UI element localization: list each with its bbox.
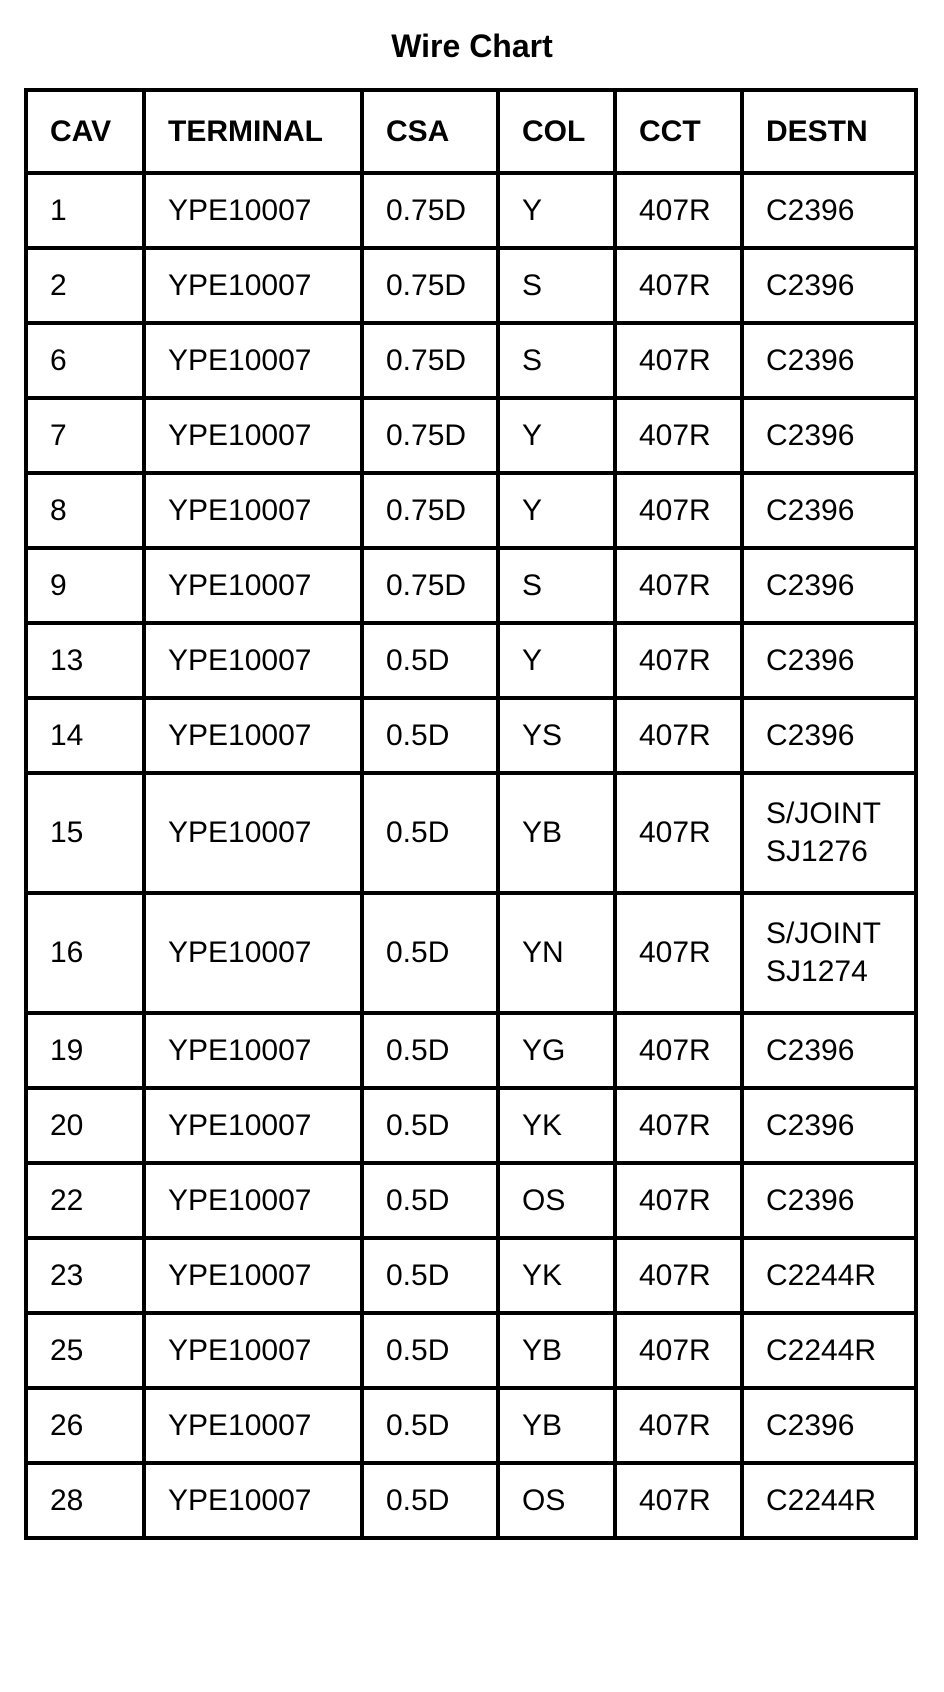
cell-cav: 15 [26,773,144,893]
cell-cct: 407R [615,173,742,248]
cell-csa: 0.75D [362,248,498,323]
cell-csa: 0.5D [362,1388,498,1463]
cell-destn [742,548,916,623]
cell-cav: 28 [26,1463,144,1538]
cell-cct: 407R [615,1313,742,1388]
cell-destn [742,1313,916,1388]
cell-terminal: YPE10007 [144,773,362,893]
destn-line: C2396 [766,718,855,752]
destn-line: C2396 [766,1183,855,1217]
destn-line: SJ1274 [766,955,868,988]
cell-csa: 0.75D [362,548,498,623]
cell-col: Y [498,473,615,548]
cell-terminal: YPE10007 [144,248,362,323]
cell-col: Y [498,623,615,698]
cell-cav: 16 [26,893,144,1013]
cell-cct: 407R [615,1463,742,1538]
table-header-row [26,90,916,173]
cell-cav: 20 [26,1088,144,1163]
cell-csa: 0.5D [362,1088,498,1163]
destn-line: C2396 [766,1033,855,1067]
cell-csa: 0.5D [362,773,498,893]
cell-terminal: YPE10007 [144,623,362,698]
destn-line: S/JOINT [766,797,882,830]
cell-csa: 0.5D [362,623,498,698]
destn-line: C2396 [766,193,855,227]
cell-csa: 0.5D [362,1313,498,1388]
destn-line: C2396 [766,418,855,452]
cell-cav: 25 [26,1313,144,1388]
cell-col: YK [498,1238,615,1313]
cell-cct: 407R [615,1088,742,1163]
header-cav: CAV [26,90,144,173]
table-row [26,1013,916,1088]
cell-cct: 407R [615,248,742,323]
cell-col: YG [498,1013,615,1088]
cell-cav: 23 [26,1238,144,1313]
cell-terminal: YPE10007 [144,1163,362,1238]
cell-col: S [498,248,615,323]
cell-destn [742,1463,916,1538]
cell-terminal: YPE10007 [144,1463,362,1538]
table-row [26,548,916,623]
header-cct: CCT [615,90,742,173]
page-title: Wire Chart [391,28,553,64]
table-row [26,1238,916,1313]
cell-col: YN [498,893,615,1013]
destn-line: C2396 [766,643,855,677]
cell-destn [742,1013,916,1088]
table-body [26,173,916,1538]
destn-line: C2396 [766,343,855,377]
cell-destn [742,893,916,1013]
table-row [26,323,916,398]
table-row [26,698,916,773]
table-row [26,1163,916,1238]
cell-cav: 1 [26,173,144,248]
cell-cav: 13 [26,623,144,698]
table-row [26,893,916,1013]
cell-cct: 407R [615,623,742,698]
header-terminal: TERMINAL [144,90,362,173]
cell-csa: 0.5D [362,1013,498,1088]
destn-line: C2244R [766,1258,877,1292]
cell-destn [742,1388,916,1463]
cell-terminal: YPE10007 [144,173,362,248]
destn-line: C2244R [766,1483,877,1517]
destn-line: C2396 [766,268,855,302]
cell-csa: 0.5D [362,698,498,773]
cell-csa: 0.75D [362,473,498,548]
cell-cct: 407R [615,698,742,773]
cell-terminal: YPE10007 [144,548,362,623]
cell-cav: 9 [26,548,144,623]
cell-cav: 14 [26,698,144,773]
table-row [26,1313,916,1388]
header-col: COL [498,90,615,173]
cell-csa: 0.5D [362,1463,498,1538]
cell-col: Y [498,173,615,248]
header-csa: CSA [362,90,498,173]
cell-destn [742,1238,916,1313]
cell-csa: 0.75D [362,398,498,473]
cell-cav: 2 [26,248,144,323]
cell-terminal: YPE10007 [144,398,362,473]
cell-cct: 407R [615,1238,742,1313]
cell-csa: 0.5D [362,1163,498,1238]
cell-cav: 7 [26,398,144,473]
cell-col: YB [498,773,615,893]
cell-destn [742,1163,916,1238]
cell-terminal: YPE10007 [144,1013,362,1088]
table-row [26,473,916,548]
destn-line: C2244R [766,1333,877,1367]
cell-csa: 0.5D [362,893,498,1013]
cell-col: OS [498,1163,615,1238]
header-destn: DESTN [742,90,916,173]
cell-cct: 407R [615,1013,742,1088]
destn-line: C2396 [766,1108,855,1142]
table-row [26,1088,916,1163]
cell-col: YS [498,698,615,773]
cell-terminal: YPE10007 [144,1238,362,1313]
cell-cct: 407R [615,548,742,623]
cell-terminal: YPE10007 [144,473,362,548]
cell-col: OS [498,1463,615,1538]
cell-col: YB [498,1313,615,1388]
cell-destn [742,248,916,323]
cell-destn [742,623,916,698]
table-row [26,623,916,698]
cell-destn [742,1088,916,1163]
cell-cct: 407R [615,473,742,548]
cell-terminal: YPE10007 [144,893,362,1013]
cell-col: S [498,323,615,398]
destn-line: C2396 [766,1408,855,1442]
cell-col: S [498,548,615,623]
cell-csa: 0.75D [362,323,498,398]
wire-chart-table [24,88,918,1540]
cell-col: Y [498,398,615,473]
cell-cav: 19 [26,1013,144,1088]
cell-col: YB [498,1388,615,1463]
table-row [26,173,916,248]
cell-cct: 407R [615,893,742,1013]
cell-destn [742,398,916,473]
table-row [26,248,916,323]
destn-line: SJ1276 [766,835,868,868]
cell-cav: 26 [26,1388,144,1463]
cell-cav: 22 [26,1163,144,1238]
cell-terminal: YPE10007 [144,698,362,773]
cell-destn [742,773,916,893]
cell-csa: 0.5D [362,1238,498,1313]
table-row [26,1463,916,1538]
table-row [26,773,916,893]
cell-destn [742,698,916,773]
cell-destn [742,173,916,248]
table-row [26,398,916,473]
cell-cct: 407R [615,323,742,398]
cell-cav: 6 [26,323,144,398]
cell-cct: 407R [615,773,742,893]
destn-line: C2396 [766,568,855,602]
cell-cct: 407R [615,1388,742,1463]
cell-destn [742,323,916,398]
cell-cct: 407R [615,398,742,473]
cell-csa: 0.75D [362,173,498,248]
table-row [26,1388,916,1463]
cell-destn [742,473,916,548]
cell-terminal: YPE10007 [144,1088,362,1163]
cell-col: YK [498,1088,615,1163]
destn-line: S/JOINT [766,917,882,950]
cell-terminal: YPE10007 [144,323,362,398]
cell-cav: 8 [26,473,144,548]
cell-terminal: YPE10007 [144,1313,362,1388]
cell-terminal: YPE10007 [144,1388,362,1463]
cell-cct: 407R [615,1163,742,1238]
destn-line: C2396 [766,493,855,527]
